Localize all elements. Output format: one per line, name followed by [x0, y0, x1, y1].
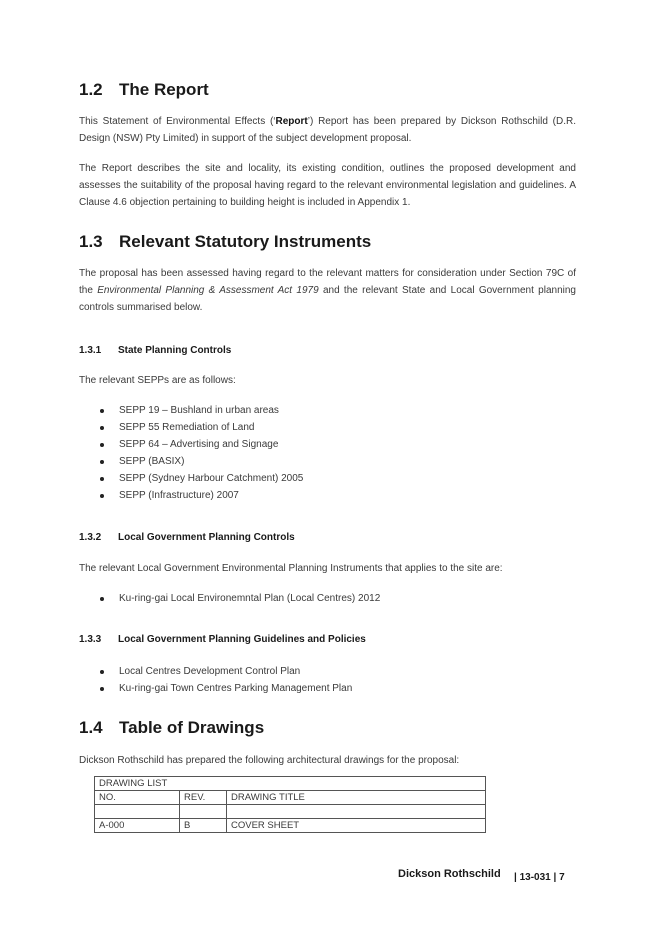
- footer-brand-logo: Dickson Rothschild: [398, 868, 501, 880]
- heading-number: 1.3.3: [79, 634, 102, 645]
- table-cell: [180, 805, 227, 819]
- paragraph-lep-intro: The relevant Local Government Environmental Planning Instruments that applies to the site are:: [79, 563, 503, 574]
- lep-list: [79, 590, 380, 607]
- heading-1-3-2: [79, 532, 295, 543]
- footer-page-reference: | 13-031 | 7: [514, 872, 565, 883]
- heading-title: Local Government Planning Guidelines and Policies: [118, 634, 366, 645]
- heading-title: State Planning Controls: [118, 345, 232, 356]
- heading-number: 1.2: [79, 80, 103, 99]
- table-row: [95, 819, 486, 833]
- list-item: Ku-ring-gai Local Environemntal Plan (Local Centres) 2012: [79, 590, 380, 607]
- list-item: SEPP (Sydney Harbour Catchment) 2005: [79, 470, 303, 487]
- table-cell: [95, 805, 180, 819]
- column-header-no: NO.: [95, 791, 180, 805]
- heading-title: Local Government Planning Controls: [118, 532, 295, 543]
- table-caption-row: [95, 777, 486, 791]
- list-item: SEPP 19 – Bushland in urban areas: [79, 402, 303, 419]
- table-cell: A-000: [95, 819, 180, 833]
- column-header-rev: REV.: [180, 791, 227, 805]
- paragraph-drawings-intro: Dickson Rothschild has prepared the following architectural drawings for the proposal:: [79, 755, 460, 766]
- table-header-row: [95, 791, 486, 805]
- dcp-list: [79, 663, 352, 697]
- act-title-italic: Environmental Planning & Assessment Act 1979: [97, 285, 319, 296]
- heading-1-3-3: [79, 634, 366, 645]
- list-item: SEPP (Infrastructure) 2007: [79, 487, 303, 504]
- table-cell: [227, 805, 486, 819]
- heading-title: Table of Drawings: [119, 718, 265, 737]
- list-item: Local Centres Development Control Plan: [79, 663, 352, 680]
- list-item: Ku-ring-gai Town Centres Parking Management Plan: [79, 680, 352, 697]
- paragraph-statutory: [79, 265, 576, 316]
- paragraph-report-description: The Report describes the site and locality, its existing condition, outlines the proposed development and assesses the suitability of the proposal having regard to the relevant environmental legislation and guidelines. A Clause 4.6 objection pertaining to building height is included in Appendix 1.: [79, 163, 576, 208]
- heading-title: The Report: [119, 80, 209, 99]
- paragraph-report-intro: [79, 113, 576, 147]
- heading-1-2: [79, 80, 209, 100]
- table-cell: COVER SHEET: [227, 819, 486, 833]
- heading-number: 1.3: [79, 232, 103, 251]
- heading-1-3-1: [79, 345, 231, 356]
- column-header-title: DRAWING TITLE: [227, 791, 486, 805]
- paragraph-sepps-intro: The relevant SEPPs are as follows:: [79, 375, 236, 386]
- bold-term-report: Report: [275, 116, 308, 127]
- drawing-list-table: [94, 776, 486, 833]
- table-cell: B: [180, 819, 227, 833]
- text-run: and the relevant State and Local Government planning controls summarised below.: [79, 285, 576, 313]
- table-caption: DRAWING LIST: [95, 777, 486, 791]
- list-item: SEPP 55 Remediation of Land: [79, 419, 303, 436]
- heading-1-3: [79, 232, 371, 252]
- table-row: [95, 805, 486, 819]
- heading-number: 1.3.1: [79, 345, 102, 356]
- heading-number: 1.3.2: [79, 532, 102, 543]
- text-run: The proposal has been assessed having regard to the relevant matters for consideration under Section 79C of the: [79, 268, 576, 296]
- text-run: ’) Report has been prepared by Dickson Rothschild (D.R. Design (NSW) Pty Limited) in support of the subject development proposal.: [79, 116, 577, 144]
- heading-1-4: [79, 718, 264, 738]
- heading-number: 1.4: [79, 718, 103, 737]
- heading-title: Relevant Statutory Instruments: [119, 232, 372, 251]
- sepp-list: [79, 402, 303, 504]
- list-item: SEPP 64 – Advertising and Signage: [79, 436, 303, 453]
- list-item: SEPP (BASIX): [79, 453, 303, 470]
- text-run: This Statement of Environmental Effects (‘: [79, 116, 276, 127]
